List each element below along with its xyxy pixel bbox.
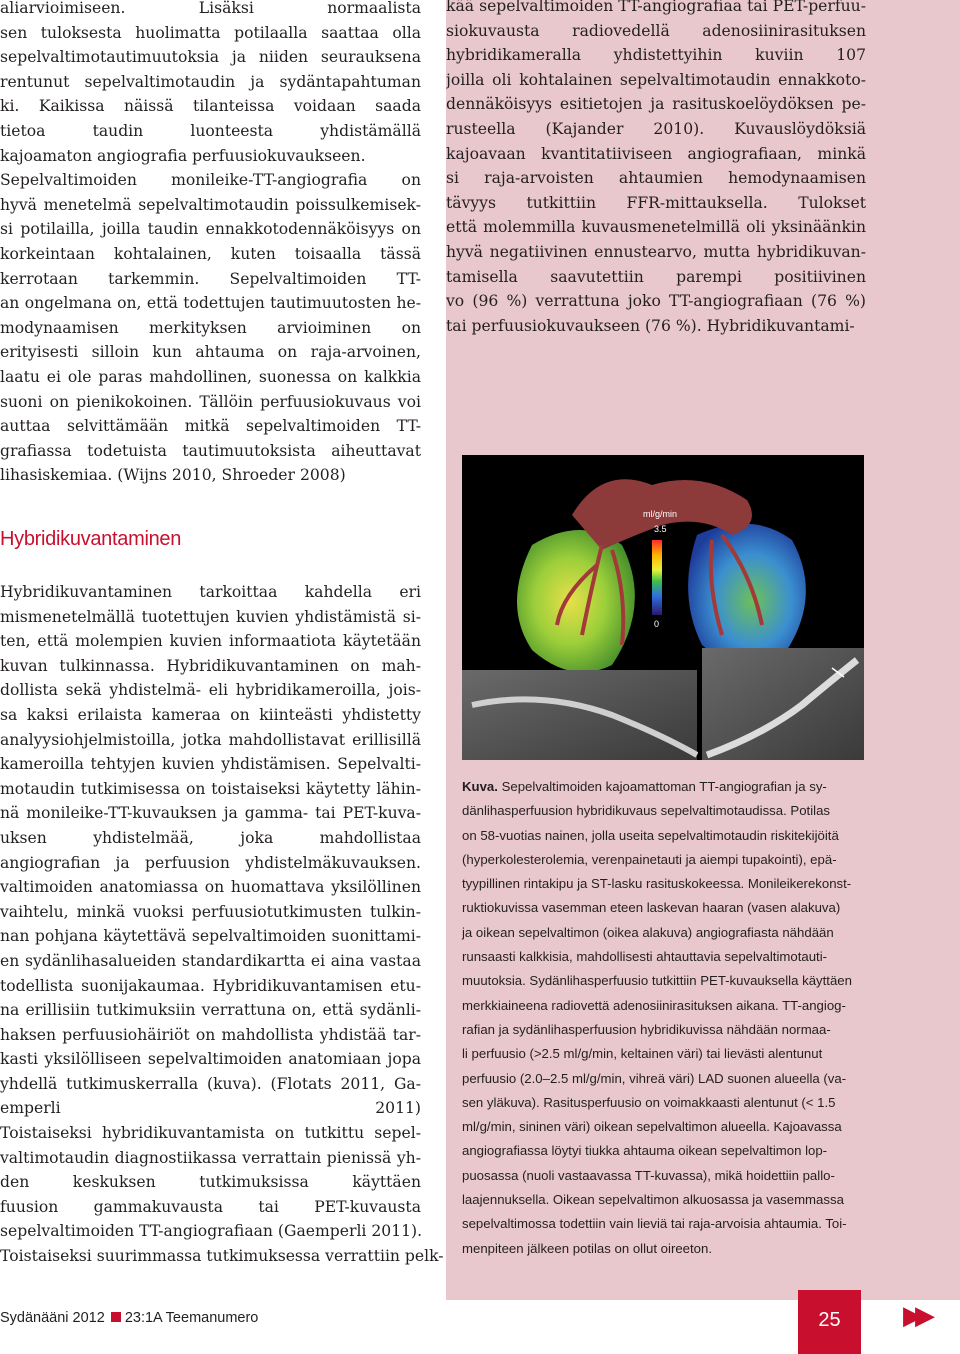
text-line: Toistaiseksi hybridikuvantamista on tutkittu sepel- (0, 1124, 421, 1143)
text-line: hybridikameralla yhdistettyihin kuviin 107 (446, 46, 866, 65)
text-line: dollista sekä yhdistelmä- eli hybridikameroilla, jois- (0, 681, 421, 700)
text-line: siokuvausta radiovedellä adenosiinirasituksen (446, 21, 866, 40)
text-line: sepelvaltimotautimuutoksia ja niiden seurauksena (0, 48, 421, 67)
perfusion-scale-bar (652, 540, 662, 615)
text-line: si potilailla, joilla taudin ennakkotodennäköisyys on (0, 220, 421, 239)
text-line: korkeintaan kohtalainen, kuten toisaalla tässä (0, 244, 421, 263)
scale-min-label: 0 (654, 619, 660, 629)
text-line: tietoa taudin luonteesta yhdistämällä (0, 121, 421, 140)
caption-line: dänlihasperfuusion hybridikuvaus sepelvaltimotaudissa. Potilas (462, 803, 830, 819)
caption-line: puosassa (nuoli vastaavassa TT-kuvassa), mikä hoidettiin pallo- (462, 1167, 835, 1183)
text-line: Toistaiseksi suurimmassa tutkimuksessa verrattiin pelk- (0, 1247, 444, 1266)
text-line: vo (96 %) verrattuna joko TT-angiografiaan (76 %) (446, 292, 866, 311)
text-line: ki. Kaikissa näissä tilanteissa voidaan saada (0, 97, 421, 116)
caption-text: Sepelvaltimoiden kajoamattoman TT-angiografian ja sy- (497, 779, 827, 794)
figure-illustration (462, 455, 864, 760)
caption-line: tyypillinen rintakipu ja ST-lasku rasituskokeessa. Monileikerekonst- (462, 876, 852, 892)
text-line: hyvä menetelmä sepelvaltimotaudin poissulkemisek- (0, 195, 421, 214)
page-footer (0, 1310, 258, 1326)
page-number: 25 (798, 1290, 861, 1354)
caption-line: ruktiokuvissa vasemman eteen laskevan haaran (vasen alakuva) (462, 900, 841, 916)
text-line: tamisella saavutettiin parempi positiivinen (446, 267, 866, 286)
text-line: ten, että molempien kuvien informaatiota käytetään (0, 632, 421, 651)
text-line: an ongelmana on, että todettujen tautimuutosten he- (0, 294, 421, 313)
text-line: emperli 2011) (0, 1099, 421, 1118)
text-line: kasti yksilölliseen sepelvaltimoiden anatomiaan jopa (0, 1050, 421, 1069)
text-line: kuvan tulkinnassa. Hybridikuvantaminen on mah- (0, 656, 421, 675)
left-column-bottom-text (0, 580, 444, 1269)
heart-perfusion-right (688, 524, 806, 664)
caption-line: ja oikean sepelvaltimon (oikea alakuva) angiografiasta nähdään (462, 924, 834, 940)
text-line: auttaa selvittämään mitkä sepelvaltimoiden TT- (0, 417, 421, 436)
text-line: rusteella (Kajander 2010). Kuvauslöydöksiä (446, 119, 866, 138)
text-line: kerrotaan tarkemmin. Sepelvaltimoiden TT- (0, 269, 421, 288)
text-line: motaudin tutkimisessa on toistaiseksi käytetty lähin- (0, 779, 421, 798)
text-line: suoni on pienikokoinen. Tällöin perfuusiokuvaus voi (0, 392, 421, 411)
text-line: en sydänlihasalueiden standardikartta ei aina vastaa (0, 951, 421, 970)
caption-line: perfuusio (2.0–2.5 ml/g/min, vihreä väri) LAD suonen alueella (va- (462, 1070, 847, 1086)
text-line: Hybridikuvantaminen tarkoittaa kahdella eri (0, 583, 421, 601)
text-line: että molemmilla kuvausmenetelmillä oli yksinäänkin (446, 218, 866, 237)
text-line: kää sepelvaltimoiden TT-angiografiaa tai PET-perfuu- (446, 0, 866, 15)
caption-line: sepelvaltimossa todettiin vain lieviä tai raja-arvoisia ahtaumia. Toi- (462, 1216, 847, 1232)
text-line: den keskuksen tutkimuksissa käyttäen (0, 1173, 421, 1192)
text-line: tävyys tutkittiin FFR-mittauksella. Tulokset (446, 193, 866, 212)
text-line: modynaamisen merkityksen arvioiminen on (0, 318, 421, 337)
section-heading: Hybridikuvantaminen (0, 528, 182, 550)
text-line: na erillisiin tutkimuksiin verrattuna on, että sydänli- (0, 1001, 421, 1020)
caption-line: (hyperkolesterolemia, verenpainetauti ja aiempi tupakointi), epä- (462, 851, 837, 867)
text-line: analyysiohjelmistoilla, jotka mahdollistavat erillisillä (0, 730, 421, 749)
caption-line: ml/g/min, sininen väri) oikean sepelvaltimon alueella. Kajoavassa (462, 1119, 842, 1135)
text-line: si raja-arvoisten ahtaumien hemodynaamisen (446, 169, 866, 188)
right-column-text (446, 0, 866, 338)
caption-line: merkkiaineena radiovettä adenosiinirasituksen aikana. TT-angiog- (462, 997, 846, 1013)
text-line: haksen perfuusiohäiriöt on mahdollista yhdistää tar- (0, 1025, 421, 1044)
text-line: tai perfuusiokuvaukseen (76 %). Hybridikuvantami- (446, 316, 855, 335)
text-line: uksen yhdistelmää, joka mahdollistaa (0, 828, 421, 847)
caption-line: menpiteen jälkeen potilas on ollut oireeton. (462, 1240, 712, 1256)
text-line: lihasiskemiaa. (Wijns 2010, Shroeder 2008) (0, 466, 346, 485)
text-line: laatu ei ole paras mahdollinen, suonessa on kalkkia (0, 367, 421, 386)
text-line: valtimotaudin diagnostiikassa verrattain pienissä yh- (0, 1148, 421, 1167)
caption-line: on 58-vuotias nainen, jolla useita sepelvaltimotaudin riskitekijöitä (462, 827, 839, 843)
hybrid-imaging-figure (462, 455, 864, 760)
caption-line: angiografiassa löytyi tiukka ahtauma oikean sepelvaltimon lop- (462, 1143, 828, 1159)
text-line: angiografian ja perfuusion yhdistelmäkuvauksen. (0, 853, 421, 872)
text-line: kajoamaton angiografia perfuusiokuvaukseen. (0, 146, 366, 165)
footer-square-icon (111, 1312, 121, 1322)
caption-line: sen yläkuva). Rasitusperfuusio on voimakkaasti alentunut (< 1.5 (462, 1094, 836, 1110)
ct-image-right (702, 648, 864, 760)
scale-unit-label: ml/g/min (643, 509, 678, 519)
text-line: sen tuloksesta huolimatta potilaalla saattaa olla (0, 23, 421, 42)
text-line: valtimoiden anatomiassa on huomattava yksilöllinen (0, 878, 421, 897)
left-column-top-text (0, 0, 421, 488)
text-line: rentunut sepelvaltimotaudin ja sydäntapahtuman (0, 72, 421, 91)
caption-line: rafian ja sydänlihasperfuusion hybridikuvissa nähdään normaa- (462, 1021, 831, 1037)
text-line: mismenetelmällä tuotettujen kuvien yhdistämistä si- (0, 607, 421, 626)
text-line: nä monileike-TT-kuvauksen ja gamma- tai PET-kuva- (0, 804, 421, 823)
text-line: joilla oli kohtalainen sepelvaltimotaudin ennakkoto- (446, 70, 866, 89)
text-line: sepelvaltimoiden TT-angiografiaan (Gaemperli 2011). (0, 1222, 423, 1241)
issue-name: 23:1A Teemanumero (124, 1310, 259, 1326)
caption-line: runsaasti kalkkisia, mahdollisesti ahtauttavia sepelvaltimotauti- (462, 949, 828, 965)
caption-line (462, 775, 872, 799)
heart-perfusion-left (517, 530, 635, 672)
caption-label: Kuva. (462, 779, 498, 794)
text-line: kameroilla tehtyjen kuvien yhdistämisen. Sepelvalti- (0, 755, 421, 774)
figure-caption (462, 775, 872, 1261)
next-page-arrows-icon[interactable]: ▶▶ (903, 1301, 927, 1331)
text-line: grafiassa todetuista tautimuutoksista aiheuttavat (0, 441, 421, 460)
text-line: todellista suonijakaumaa. Hybridikuvantamisen etu- (0, 976, 421, 995)
caption-line: li perfuusio (>2.5 ml/g/min, keltainen väri) tai lievästi alentunut (462, 1046, 823, 1062)
text-line: nan pohjana käytettävä sepelvaltimoiden suonittami- (0, 927, 421, 946)
text-line: dennäköisyys esitietojen ja rasituskoelöydöksen pe- (446, 95, 866, 114)
text-line: hyvä negatiivinen ennustearvo, mutta hybridikuvan- (446, 242, 866, 261)
text-line: aliarvioimiseen. Lisäksi normaalista (0, 0, 421, 17)
caption-line: muutoksia. Sydänlihasperfuusio tutkittiin PET-kuvauksella käyttäen (462, 973, 852, 989)
text-line: erityisesti silloin kun ahtauma on raja-arvoinen, (0, 343, 421, 362)
text-line: kajoavaan kvantitatiiviseen angiografiaan, minkä (446, 144, 866, 163)
text-line: sa kaksi erilaista kameraa on kiinteästi yhdistetty (0, 705, 421, 724)
text-line: fuusion gammakuvausta tai PET-kuvausta (0, 1197, 421, 1216)
scale-max-label: 3.5 (654, 524, 667, 534)
text-line: yhdellä tutkimuskerralla (kuva). (Flotats 2011, Ga- (0, 1074, 421, 1093)
text-line: vaihtelu, minkä vuoksi perfuusiotutkimusten tulkin- (0, 902, 421, 921)
journal-name: Sydänääni 2012 (0, 1310, 105, 1326)
text-line: Sepelvaltimoiden monileike-TT-angiografia on (0, 171, 421, 190)
caption-line: laajennuksella. Oikean sepelvaltimon alkuosassa ja vasemmassa (462, 1192, 844, 1208)
ct-image-left (462, 670, 697, 760)
